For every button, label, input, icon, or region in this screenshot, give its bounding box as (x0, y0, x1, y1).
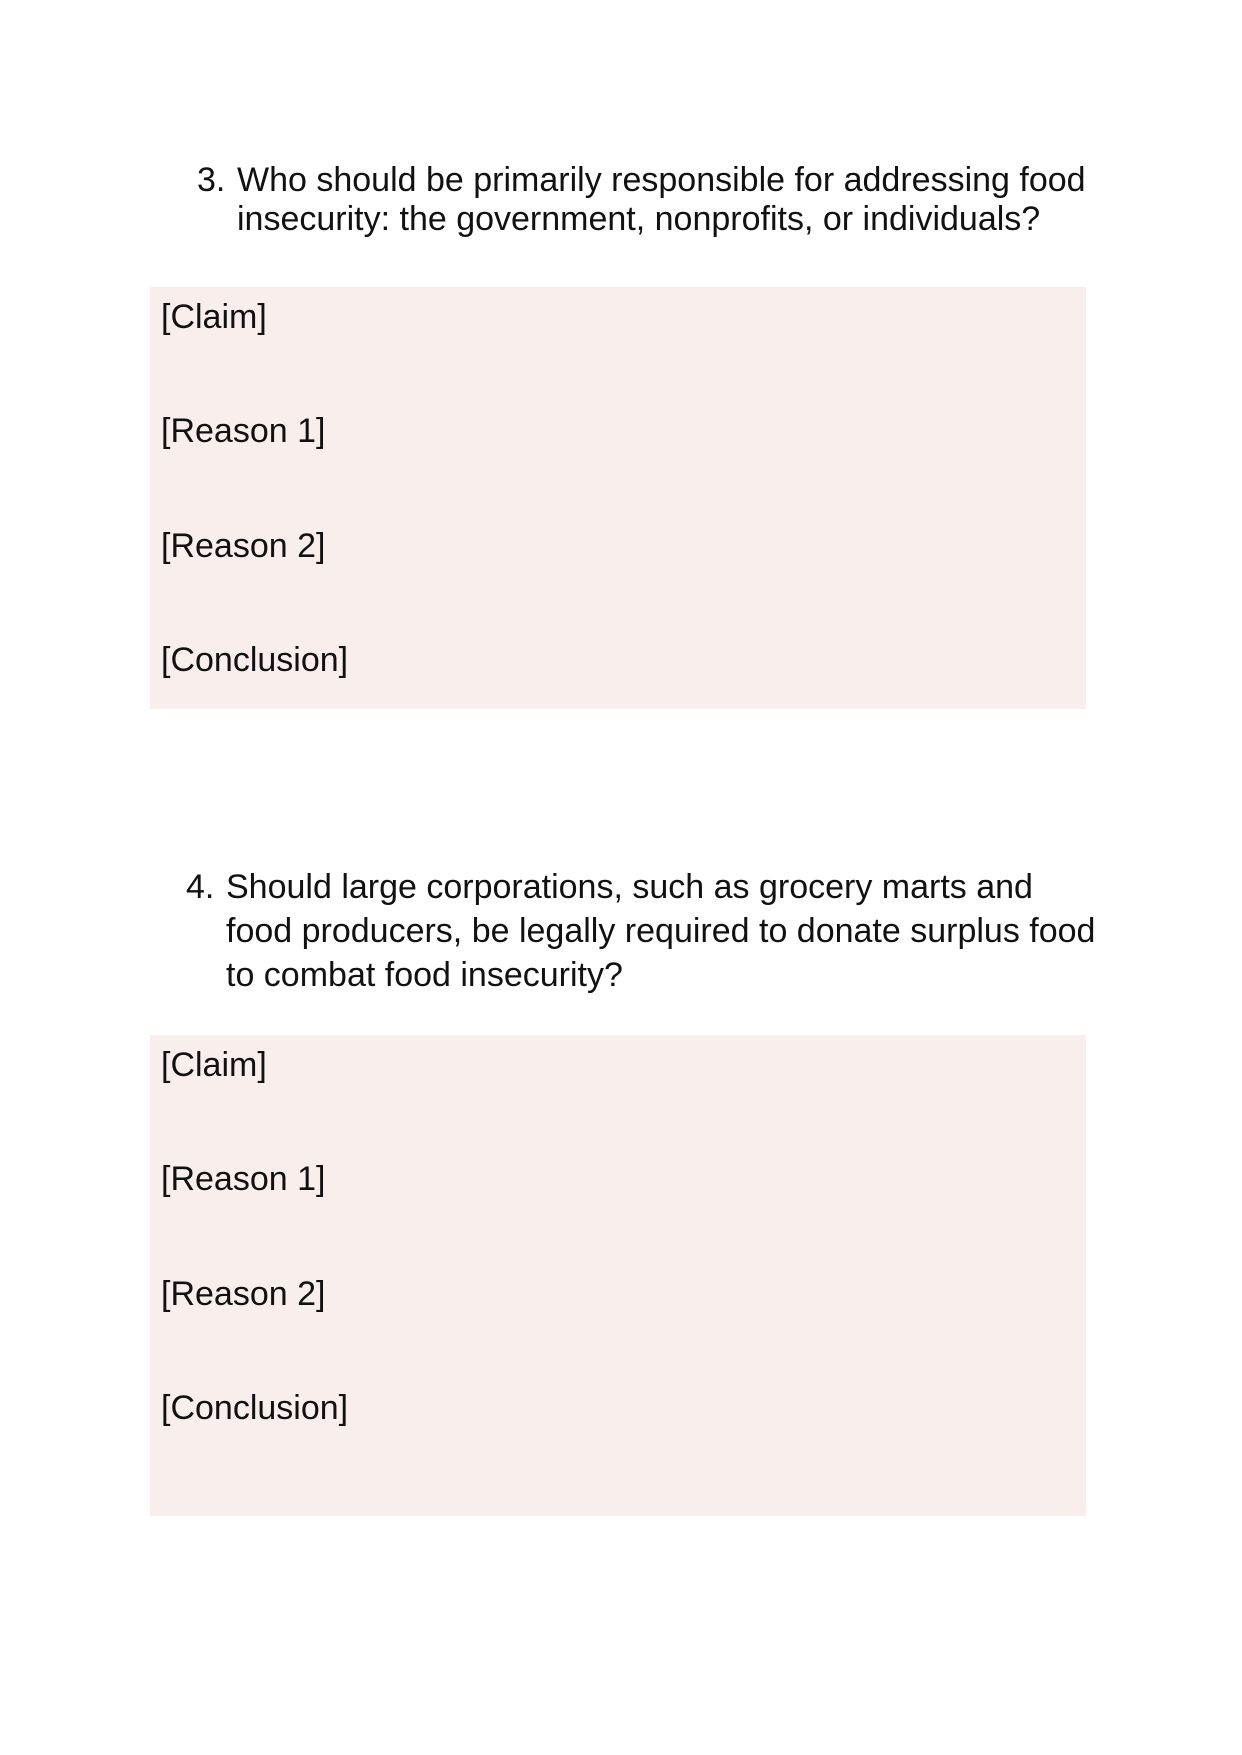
question-text: Who should be primarily responsible for addressing food insecurity: the government, nonprofits, or individuals? (237, 161, 1086, 238)
claim-field[interactable]: [Claim] (161, 298, 267, 336)
reason-2-field[interactable]: [Reason 2] (161, 1275, 326, 1313)
conclusion-field[interactable]: [Conclusion] (161, 1389, 349, 1427)
question-text: Should large corporations, such as grocery marts and food producers, be legally required to donate surplus food to combat food insecurity? (226, 868, 1096, 994)
question-number: 3. (197, 161, 226, 199)
answer-box-question-3[interactable] (150, 287, 1086, 709)
reason-2-field[interactable]: [Reason 2] (161, 527, 326, 565)
reason-1-field[interactable]: [Reason 1] (161, 1160, 326, 1198)
conclusion-field[interactable]: [Conclusion] (161, 641, 349, 679)
reason-1-field[interactable]: [Reason 1] (161, 412, 326, 450)
question-3 (197, 161, 1097, 239)
answer-box-question-4[interactable] (150, 1035, 1086, 1516)
question-number: 4. (186, 868, 215, 906)
question-4 (186, 865, 1106, 997)
claim-field[interactable]: [Claim] (161, 1046, 267, 1084)
